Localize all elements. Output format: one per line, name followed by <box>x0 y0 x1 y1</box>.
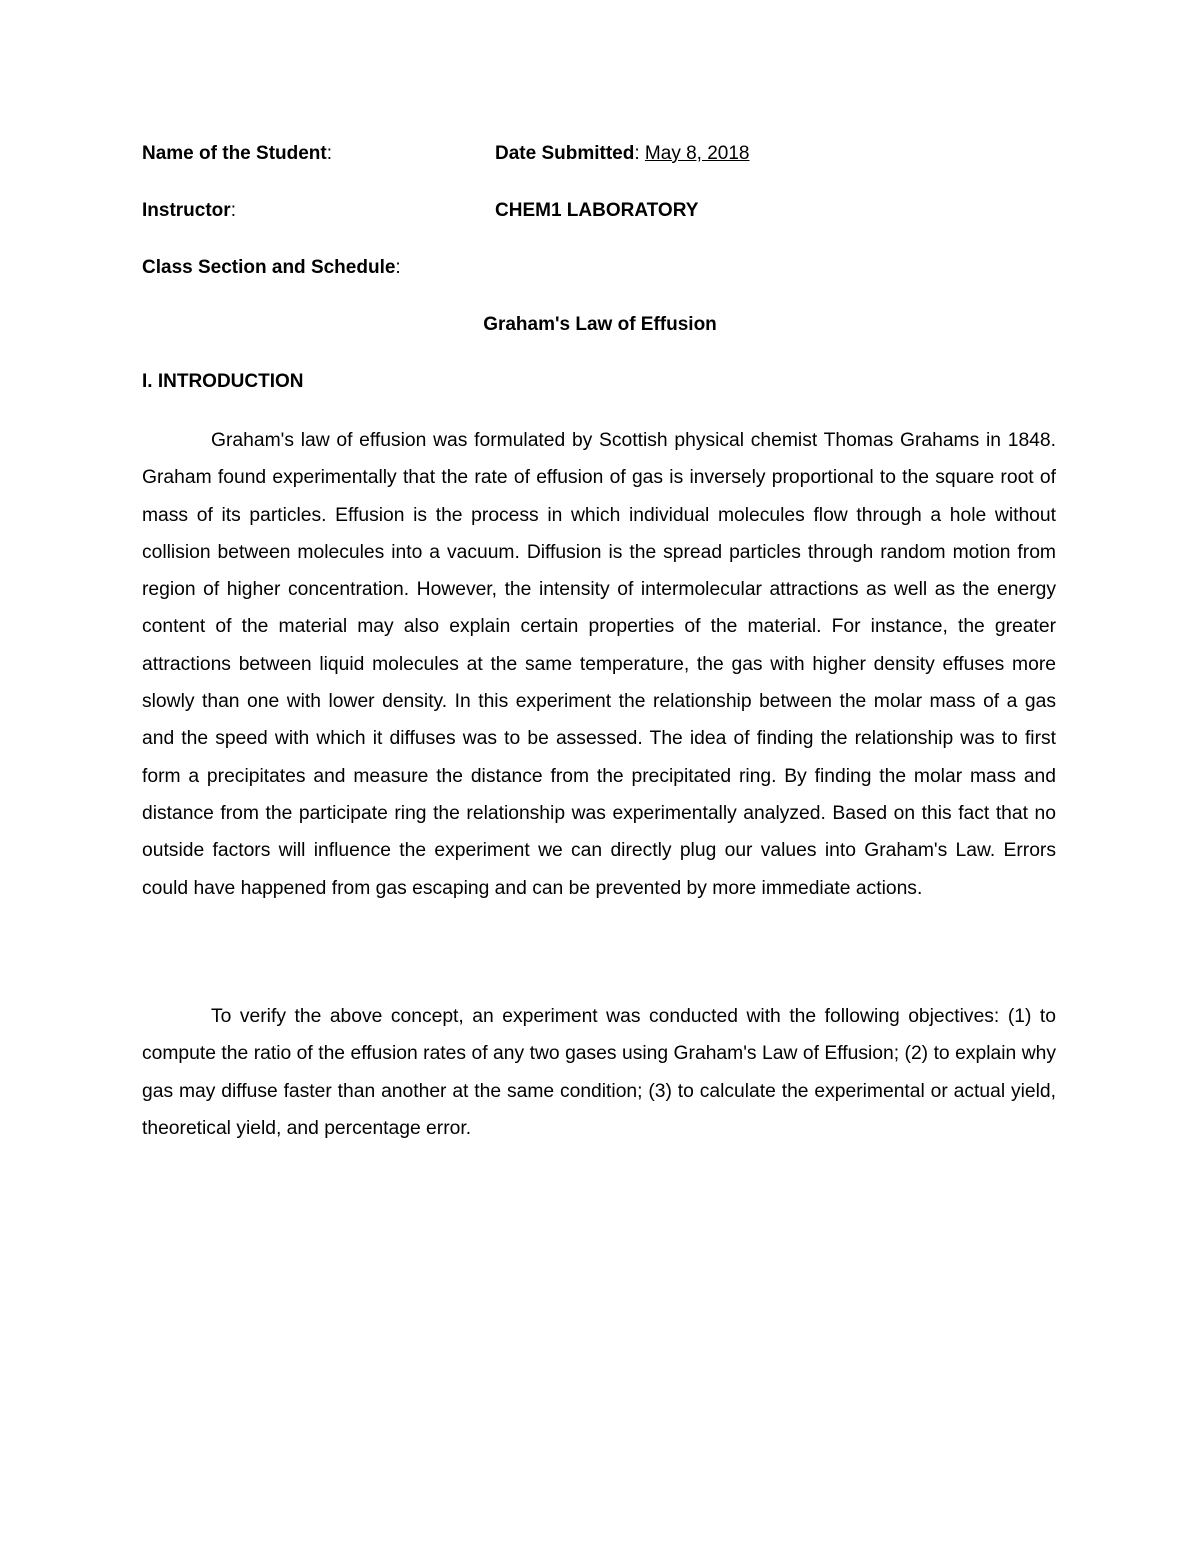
introduction-paragraph: Graham's law of effusion was formulated by Scottish physical chemist Thomas Grahams in 1848. Graham found experimentally that the rate of effusion of gas is inversely proportional to the square root of mass of its particles. Effusion is the process in which individual molecules flow through a hole without collision between molecules into a vacuum. Diffusion is the spread particles through random motion from region of higher concentration. However, the intensity of intermolecular attractions as well as the energy content of the material may also explain certain properties of the material. For instance, the greater attractions between liquid molecules at the same temperature, the gas with higher density effuses more slowly than one with lower density. In this experiment the relationship between the molar mass of a gas and the speed with which it diffuses was to be assessed. The idea of finding the relationship was to first form a precipitates and measure the distance from the precipitated ring. By finding the molar mass and distance from the participate ring the relationship was experimentally analyzed. Based on this fact that no outside factors will influence the experiment we can directly plug our values into Graham's Law. Errors could have happened from gas escaping and can be prevented by more immediate actions. <box>142 430 1056 899</box>
course-field <box>495 199 698 223</box>
class-section-label: Class Section and Schedule <box>142 257 396 278</box>
instructor-field <box>142 199 236 223</box>
instructor-colon: : <box>230 200 236 221</box>
student-name-colon: : <box>326 143 333 164</box>
course-name: CHEM1 LABORATORY <box>495 200 699 221</box>
class-section-colon: : <box>395 257 401 278</box>
student-name-label: Name of the Student <box>142 143 327 164</box>
student-name-field <box>142 142 332 166</box>
section-heading: I. INTRODUCTION <box>142 371 304 392</box>
instructor-label: Instructor <box>142 200 231 221</box>
objectives-paragraph: To verify the above concept, an experiment was conducted with the following objectives: (1) to compute the ratio of the effusion rates of any two gases using Graham's Law of Effusion; (2) to explain why gas may diffuse faster than another at the same condition; (3) to calculate the experimental or actual yield, theoretical yield, and percentage error. <box>142 1006 1056 1139</box>
class-section-field <box>142 256 401 280</box>
date-submitted-colon: : <box>634 143 640 164</box>
date-submitted-field <box>495 142 750 166</box>
date-submitted-label: Date Submitted <box>495 143 635 164</box>
document-title: Graham's Law of Effusion <box>483 314 717 335</box>
date-submitted-value: May 8, 2018 <box>644 143 750 164</box>
